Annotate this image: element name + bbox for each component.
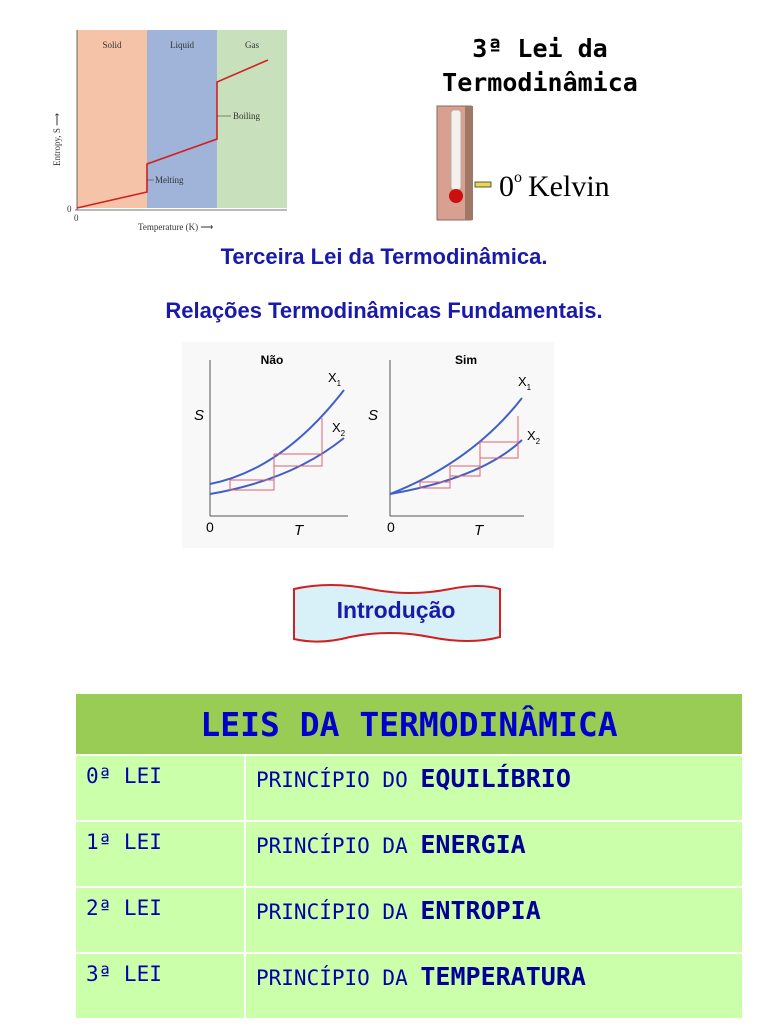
- gas-label: Gas: [245, 40, 259, 50]
- law-keyword: EQUILÍBRIO: [420, 764, 571, 793]
- table-row: [76, 755, 742, 821]
- law-prefix: PRINCÍPIO DA: [256, 966, 421, 990]
- slide-title: [400, 32, 680, 100]
- y-axis-label: Entropy, S ⟶: [52, 112, 62, 166]
- plot-sim-origin: 0: [387, 519, 395, 535]
- intro-label[interactable]: Introdução: [336, 597, 456, 623]
- law-number: 1ª LEI: [76, 821, 245, 887]
- law-prefix: PRINCÍPIO DA: [256, 900, 421, 924]
- law-principle: [245, 887, 742, 953]
- law-principle: [245, 821, 742, 887]
- heading-third-law: Terceira Lei da Termodinâmica.: [220, 244, 548, 269]
- thermometer-image: [425, 104, 625, 224]
- plot-sim-title: Sim: [454, 353, 478, 367]
- law-number: 0ª LEI: [76, 755, 245, 821]
- zero-marker: [475, 182, 491, 187]
- plot-sim-y-label: S: [368, 407, 379, 424]
- solid-label: Solid: [102, 40, 122, 50]
- law-keyword: TEMPERATURA: [420, 962, 586, 991]
- table-row: [76, 821, 742, 887]
- laws-table-header-row: [76, 694, 742, 755]
- melting-label: Melting: [155, 175, 184, 185]
- entropy-plots: [182, 342, 554, 548]
- laws-table-header: LEIS DA TERMODINÂMICA: [76, 694, 742, 755]
- title-line-1: 3ª Lei da: [472, 34, 608, 63]
- x-origin-label: 0: [74, 213, 79, 223]
- liquid-label: Liquid: [170, 40, 194, 50]
- law-number: 2ª LEI: [76, 887, 245, 953]
- law-principle: [245, 755, 742, 821]
- degree-superscript: o: [514, 169, 522, 186]
- law-number: 3ª LEI: [76, 953, 245, 1018]
- phase-diagram: [50, 26, 290, 238]
- entropy-plots-background: [182, 342, 554, 548]
- law-prefix: PRINCÍPIO DA: [256, 834, 421, 858]
- y-origin-label: 0: [67, 204, 72, 214]
- laws-table: [76, 694, 742, 1018]
- boiling-label: Boiling: [233, 111, 261, 121]
- zero-kelvin-label: [499, 169, 610, 203]
- thermometer-shadow: [465, 106, 473, 220]
- plot-nao-y-label: S: [194, 407, 205, 424]
- thermometer-bulb-icon: [449, 189, 463, 203]
- title-line-2: Termodinâmica: [442, 68, 638, 97]
- plot-nao-x-label: T: [294, 522, 304, 539]
- plot-nao-x1-label: $X_1$: [328, 370, 342, 388]
- plot-nao-origin: 0: [206, 519, 214, 535]
- plot-nao-title: Não: [260, 353, 284, 367]
- law-keyword: ENTROPIA: [420, 896, 541, 925]
- heading-relations: Relações Termodinâmicas Fundamentais.: [165, 298, 603, 323]
- table-row: [76, 887, 742, 953]
- plot-sim-x1-label: $X_1$: [518, 374, 532, 392]
- plot-sim-x2-label: $X_2$: [527, 428, 541, 446]
- thermometer-tube: [451, 110, 461, 190]
- zero-value: 0: [499, 170, 514, 203]
- table-row: [76, 953, 742, 1018]
- kelvin-unit: Kelvin: [528, 170, 610, 203]
- solid-region: [77, 30, 147, 208]
- plot-sim-x-label: T: [474, 522, 484, 539]
- law-prefix: PRINCÍPIO DO: [256, 768, 421, 792]
- law-principle: [245, 953, 742, 1018]
- law-keyword: ENERGIA: [420, 830, 526, 859]
- plot-nao-x2-label: $X_2$: [332, 420, 346, 438]
- x-axis-label: Temperature (K) ⟶: [138, 222, 214, 232]
